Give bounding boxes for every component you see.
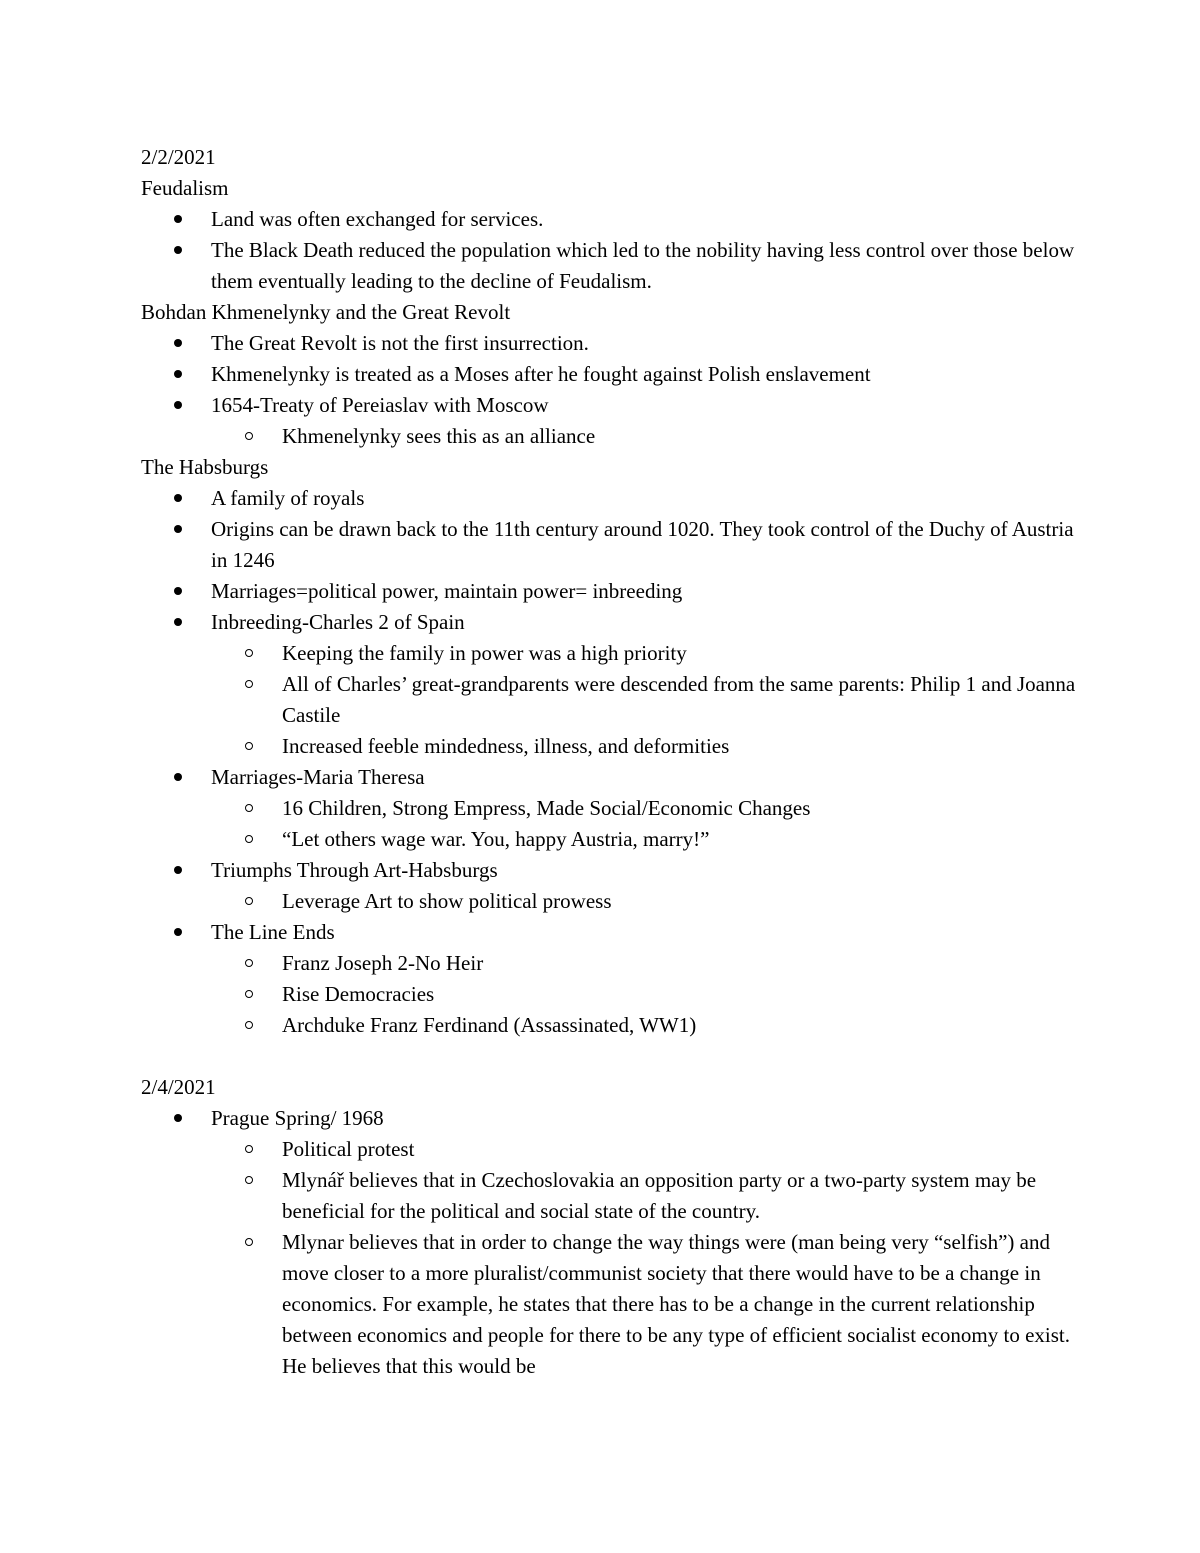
hollow-bullet-icon	[245, 669, 253, 700]
hollow-bullet-icon	[245, 421, 253, 452]
bullet-icon	[174, 514, 182, 545]
list-item: 1654-Treaty of Pereiaslav with Moscow	[141, 390, 1081, 421]
sub-list-item: Keeping the family in power was a high priority	[141, 638, 1081, 669]
bullet-icon	[174, 204, 182, 235]
hollow-bullet-icon	[245, 1165, 253, 1196]
sub-list-item: Mlynář believes that in Czechoslovakia an opposition party or a two-party system may be beneficial for the political and social state of the country.	[141, 1165, 1081, 1227]
sub-list-item: Khmenelynky sees this as an alliance	[141, 421, 1081, 452]
sub-list-item: Political protest	[141, 1134, 1081, 1165]
date-heading: 2/2/2021	[141, 145, 216, 169]
hollow-bullet-icon	[245, 793, 253, 824]
hollow-bullet-icon	[245, 824, 253, 855]
sub-list-item: Increased feeble mindedness, illness, and deformities	[141, 731, 1081, 762]
list-item: Marriages-Maria Theresa	[141, 762, 1081, 793]
hollow-bullet-icon	[245, 1134, 253, 1165]
bullet-icon	[174, 917, 182, 948]
hollow-bullet-icon	[245, 886, 253, 917]
blank-line	[141, 1041, 1081, 1072]
hollow-bullet-icon	[245, 1010, 253, 1041]
list-item: Marriages=political power, maintain power= inbreeding	[141, 576, 1081, 607]
hollow-bullet-icon	[245, 731, 253, 762]
hollow-bullet-icon	[245, 1227, 253, 1258]
list-item: The Black Death reduced the population which led to the nobility having less control over those below them eventually leading to the decline of Feudalism.	[141, 235, 1081, 297]
section-heading-feudalism: Feudalism	[141, 176, 229, 200]
list-item: Land was often exchanged for services.	[141, 204, 1081, 235]
bullet-icon	[174, 762, 182, 793]
sub-list-item: Mlynar believes that in order to change the way things were (man being very “selfish”) and move closer to a more pluralist/communist society that there would have to be a change in economics. For example, he states that there has to be a change in the current relationship between economics and people for there to be any type of efficient socialist economy to exist. He believes that this would be	[141, 1227, 1081, 1382]
list-item: Origins can be drawn back to the 11th century around 1020. They took control of the Duchy of Austria in 1246	[141, 514, 1081, 576]
list-item: Khmenelynky is treated as a Moses after he fought against Polish enslavement	[141, 359, 1081, 390]
sub-list-item: 16 Children, Strong Empress, Made Social/Economic Changes	[141, 793, 1081, 824]
list-item: Triumphs Through Art-Habsburgs	[141, 855, 1081, 886]
sub-list-item: All of Charles’ great-grandparents were descended from the same parents: Philip 1 and Joanna Castile	[141, 669, 1081, 731]
bullet-icon	[174, 576, 182, 607]
list-item: Prague Spring/ 1968	[141, 1103, 1081, 1134]
hollow-bullet-icon	[245, 979, 253, 1010]
bullet-icon	[174, 359, 182, 390]
bullet-icon	[174, 235, 182, 266]
section-heading-habsburgs: The Habsburgs	[141, 455, 269, 479]
bullet-icon	[174, 328, 182, 359]
bullet-icon	[174, 483, 182, 514]
list-item: A family of royals	[141, 483, 1081, 514]
bullet-icon	[174, 1103, 182, 1134]
section-heading-bohdan: Bohdan Khmenelynky and the Great Revolt	[141, 300, 511, 324]
sub-list-item: Archduke Franz Ferdinand (Assassinated, WW1)	[141, 1010, 1081, 1041]
sub-list-item: Franz Joseph 2-No Heir	[141, 948, 1081, 979]
document-content	[141, 142, 1081, 1382]
hollow-bullet-icon	[245, 638, 253, 669]
list-item: The Great Revolt is not the first insurrection.	[141, 328, 1081, 359]
bullet-icon	[174, 390, 182, 421]
sub-list-item: “Let others wage war. You, happy Austria, marry!”	[141, 824, 1081, 855]
sub-list-item: Leverage Art to show political prowess	[141, 886, 1081, 917]
date-heading: 2/4/2021	[141, 1075, 216, 1099]
list-item: Inbreeding-Charles 2 of Spain	[141, 607, 1081, 638]
hollow-bullet-icon	[245, 948, 253, 979]
list-item: The Line Ends	[141, 917, 1081, 948]
bullet-icon	[174, 855, 182, 886]
sub-list-item: Rise Democracies	[141, 979, 1081, 1010]
bullet-icon	[174, 607, 182, 638]
